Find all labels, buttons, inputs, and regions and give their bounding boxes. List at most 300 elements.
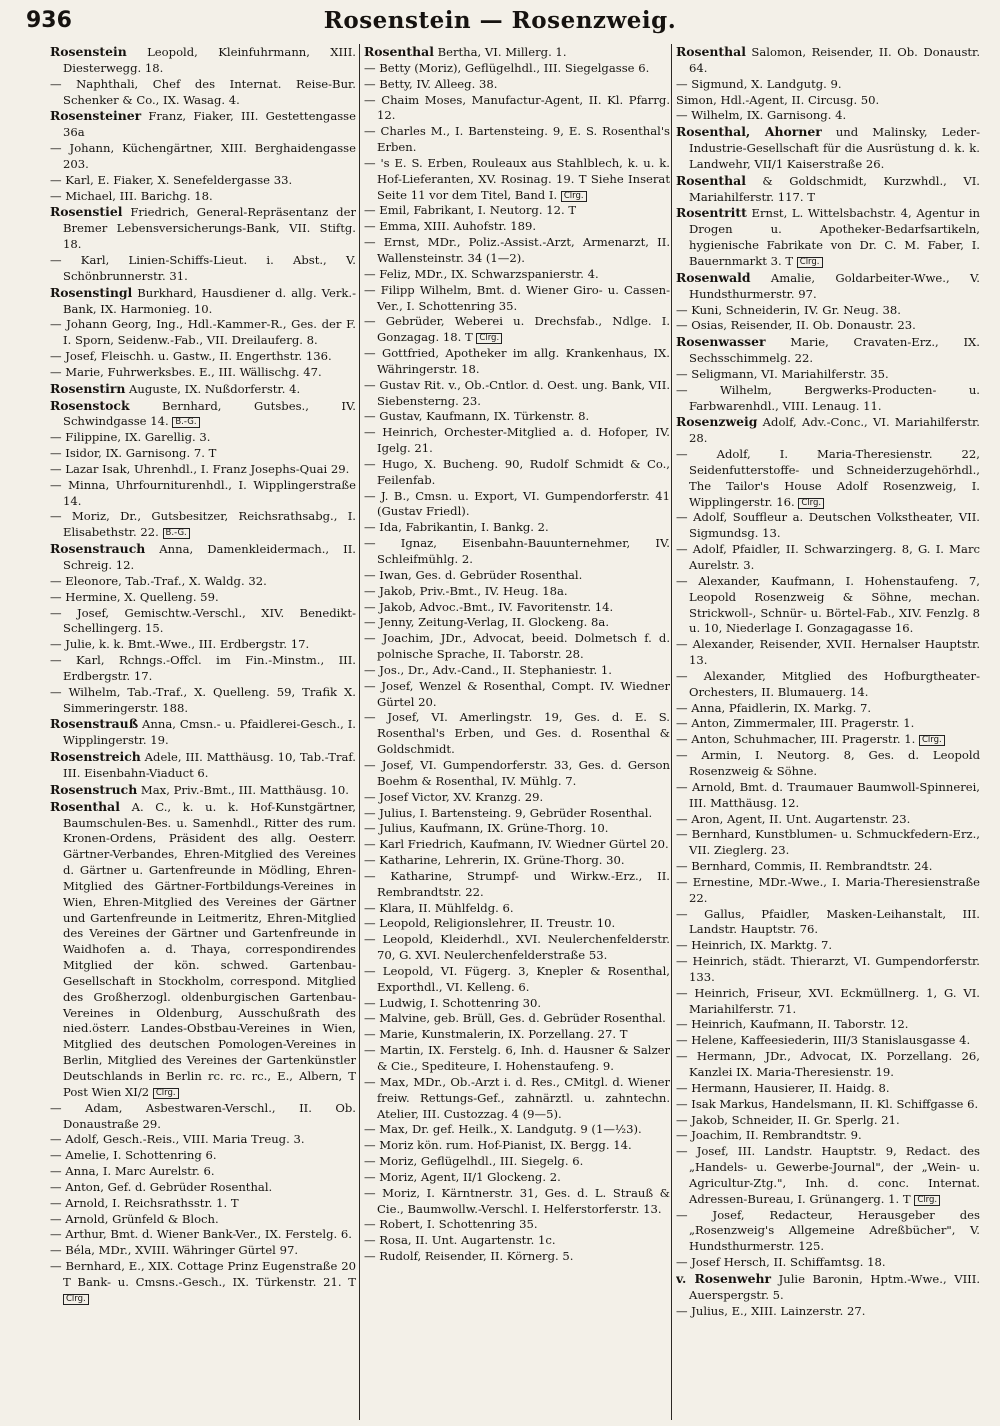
directory-entry (364, 1043, 670, 1075)
directory-entry (364, 1186, 670, 1218)
directory-entry (676, 1271, 980, 1304)
directory-entry (364, 821, 670, 837)
entry-text: — Max, Dr. gef. Heilk., X. Landgutg. 9 (1—½3). (364, 1122, 642, 1137)
column-left (50, 44, 356, 1420)
entry-text: — Anton, Gef. d. Gebrüder Rosenthal. (50, 1179, 273, 1194)
directory-entry (364, 520, 670, 536)
directory-entry (676, 1113, 980, 1129)
entry-text: Bernhard, Gutsbes., IV. Schwindgasse 14. (63, 398, 356, 429)
directory-entry (676, 447, 980, 510)
entry-text: — Ludwig, I. Schottenring 30. (364, 995, 542, 1010)
entry-text: — Adolf, Pfaidler, II. Schwarzingerg. 8, G. I. Marc Aurelstr. 3. (676, 542, 980, 572)
directory-entry (676, 1033, 980, 1049)
entry-surname: Rosenstrauch (50, 541, 146, 557)
directory-entry (50, 541, 356, 574)
directory-entry (50, 285, 356, 318)
directory-entry (364, 156, 670, 204)
entry-text: Adele, III. Matthäusg. 10, Tab.-Traf. III. Eisenbahn-Viaduct 6. (63, 750, 356, 780)
entry-text: — Lazar Isak, Uhrenhdl., I. Franz Josephs-Quai 29. (50, 461, 350, 476)
entry-text: — Bernhard, Commis, II. Rembrandtstr. 24. (676, 859, 933, 874)
directory-entry (50, 1243, 356, 1259)
entry-text: — Karl Friedrich, Kaufmann, IV. Wiedner Gürtel 20. (364, 837, 669, 852)
directory-entry (676, 93, 980, 109)
directory-entry (364, 1011, 670, 1027)
entry-text: Simon, Hdl.-Agent, II. Circusg. 50. (676, 92, 880, 107)
directory-entry (364, 314, 670, 346)
entry-text: — Michael, III. Barichg. 18. (50, 188, 213, 203)
entry-text: Auguste, IX. Nußdorferstr. 4. (125, 381, 301, 396)
entry-text: Bertha, VI. Millerg. 1. (433, 45, 567, 59)
directory-entry (50, 685, 356, 717)
entry-text: — Wilhelm, Bergwerks-Producten- u. Farbwarenhdl., VIII. Lenaug. 11. (676, 382, 980, 413)
entry-surname: Rosenstingl (50, 284, 133, 300)
directory-entry (364, 457, 670, 489)
directory-entry (676, 827, 980, 859)
directory-entry (50, 398, 356, 431)
entry-text: — Leopold, Kleiderhdl., XVI. Neulerchenfelderstr. 70, G. XVI. Neulerchenfelderstraße 53. (364, 932, 670, 963)
directory-entry (364, 425, 670, 457)
directory-entry (676, 383, 980, 415)
entry-surname: Rosenthal (364, 44, 434, 59)
directory-entry (50, 637, 356, 653)
entry-text: — Alexander, Reisender, XVII. Hernalser Hauptstr. 13. (676, 637, 980, 668)
directory-entry (676, 938, 980, 954)
directory-entry (50, 446, 356, 462)
directory-entry (676, 732, 980, 748)
directory-entry (50, 1180, 356, 1196)
entry-text: — Julius, I. Bartensteing. 9, Gebrüder Rosenthal. (364, 805, 653, 820)
directory-entry (50, 1132, 356, 1148)
directory-entry (676, 1208, 980, 1256)
entry-text: — Karl, Rchngs.-Offcl. im Fin.-Minstm., III. Erdbergstr. 17. (50, 653, 356, 683)
entry-text: — Moriz, Geflügelhdl., III. Siegelg. 6. (364, 1154, 584, 1169)
directory-entry (50, 1259, 356, 1307)
entry-text: A. C., k. u. k. Hof-Kunstgärtner, Baumschulen-Bes. u. Samenhdl., Ritter des rum. Kronen-Ordens, Präsident des allg. Oesterr. Gärtner-Verbandes, Ehren-Mitglied des Vereines d. Gärtner u. Gartenfreunde in Mödling, Ehren-Mitglied des Gärtner-Fortbildungs-Vereines in Wien, Ehren-Mitglied des Vereines der Gärtner und Gartenfreunde in Leitmeritz, Ehren-Mitglied des Vereines der Gärtner und Gartenfreunde in Waidhofen a. d. Thaya, correspondirendes Mitglied der kön. schwed. Gartenbau-Gesellschaft in Stockholm, correspond. Mitglied des Großherzogl. oldenburgischen Gartenbau-Vereines in Oldenburg, Ausschußrath des nied.österr. Landes-Obstbau-Vereines in Wien, Mitglied des deutschen Pomologen-Vereines in Berlin, Mitglied des Vereines der Gartenkünstler Deutschlands in Berlin rc. rc. rc., E., Albern, T Post Wien XI/2 (63, 799, 356, 1099)
entry-text: — Chaim Moses, Manufactur-Agent, II. Kl. Pfarrg. 12. (364, 92, 670, 123)
entry-text: Burkhard, Hausdiener d. allg. Verk.-Bank, IX. Harmonieg. 10. (63, 285, 356, 316)
entry-text: — Julius, E., XIII. Lainzerstr. 27. (676, 1303, 866, 1318)
directory-entry (50, 317, 356, 349)
directory-entry (364, 837, 670, 853)
directory-entry (364, 346, 670, 378)
entry-boxed-mark: Clrg. (63, 1294, 89, 1305)
directory-entry (50, 349, 356, 365)
entry-text: — Leopold, VI. Fügerg. 3, Knepler & Rosenthal, Exporthdl., VI. Kelleng. 6. (364, 963, 670, 994)
directory-entry (364, 758, 670, 790)
entry-text: — Moriz, Agent, II/1 Glockeng. 2. (364, 1169, 561, 1184)
entry-text: — Osias, Reisender, II. Ob. Donaustr. 23. (676, 318, 916, 333)
entry-boxed-mark: Clrg. (919, 735, 945, 746)
directory-entry (676, 367, 980, 383)
directory-entry (676, 986, 980, 1018)
entry-text: — Josef, VI. Gumpendorferstr. 33, Ges. d. Gerson Boehm & Rosenthal, IV. Mühlg. 7. (364, 757, 670, 788)
directory-entry (676, 124, 980, 173)
directory-entry (50, 141, 356, 173)
directory-entry (676, 1304, 980, 1320)
entry-text: — Ida, Fabrikantin, I. Bankg. 2. (364, 520, 549, 535)
entry-text: — Emil, Fabrikant, I. Neutorg. 12. T (364, 203, 577, 218)
directory-entry (364, 77, 670, 93)
directory-entry (364, 489, 670, 521)
directory-entry (50, 1164, 356, 1180)
directory-entry (676, 318, 980, 334)
entry-text: — Béla, MDr., XVIII. Währinger Gürtel 97. (50, 1243, 299, 1258)
directory-entry (676, 77, 980, 93)
entry-text: — Charles M., I. Bartensteing. 9, E. S. Rosenthal's Erben. (364, 124, 670, 155)
entry-boxed-mark: Clrg. (476, 333, 502, 344)
directory-entry (364, 235, 670, 267)
entry-text: — Adolf, Gesch.-Reis., VIII. Maria Treug. 3. (50, 1132, 305, 1147)
entry-text: — Malvine, geb. Brüll, Ges. d. Gebrüder Rosenthal. (364, 1011, 666, 1026)
entry-surname: Rosensteiner (50, 108, 142, 124)
entry-text: — Emma, XIII. Auhofstr. 189. (364, 219, 537, 234)
entry-text: — Iwan, Ges. d. Gebrüder Rosenthal. (364, 567, 583, 582)
directory-entry (676, 1017, 980, 1033)
directory-entry (676, 875, 980, 907)
directory-entry (50, 77, 356, 109)
entry-text: — Armin, I. Neutorg. 8, Ges. d. Leopold Rosenzweig & Söhne. (676, 748, 980, 778)
directory-entry (50, 462, 356, 478)
column-divider (671, 44, 672, 1420)
entry-text: — Arthur, Bmt. d. Wiener Bank-Ver., IX. Ferstelg. 6. (50, 1227, 352, 1242)
directory-entry (676, 669, 980, 701)
entry-text: — Moriz kön. rum. Hof-Pianist, IX. Bergg. 14. (364, 1138, 632, 1153)
directory-entry (364, 409, 670, 425)
entry-text: — Hugo, X. Bucheng. 90, Rudolf Schmidt & Co., Feilenfab. (364, 456, 670, 487)
entry-text: — Ernst, MDr., Poliz.-Assist.-Arzt, Armenarzt, II. Wallensteinstr. 34 (1—2). (364, 235, 670, 265)
directory-entry (676, 1128, 980, 1144)
entry-text: — Moriz, Dr., Gutsbesitzer, Reichsrathsabg., I. Elisabethstr. 22. (50, 509, 356, 540)
entry-text: — Isidor, IX. Garnisong. 7. T (50, 446, 217, 461)
directory-entry (50, 204, 356, 253)
directory-entry (364, 790, 670, 806)
directory-entry (364, 61, 670, 77)
directory-entry (676, 1097, 980, 1113)
directory-entry (364, 1075, 670, 1123)
entry-text: — Jenny, Zeitung-Verlag, II. Glockeng. 8a. (364, 615, 610, 630)
directory-entry (364, 1170, 670, 1186)
entry-text: — Johann, Küchengärtner, XIII. Berghaidengasse 203. (50, 141, 356, 171)
entry-surname: Rosenzweig (676, 414, 758, 430)
directory-entry (50, 1148, 356, 1164)
directory-entry (364, 932, 670, 964)
directory-entry (676, 574, 980, 637)
entry-text: — Klara, II. Mühlfeldg. 6. (364, 900, 514, 915)
directory-entry (364, 536, 670, 568)
entry-text: — Bernhard, E., XIX. Cottage Prinz Eugenstraße 20 T Bank- u. Cmsns.-Gesch., IX. Türkenstr. 21. T (50, 1259, 356, 1289)
directory-entry (364, 964, 670, 996)
directory-entry (364, 679, 670, 711)
directory-entry (676, 510, 980, 542)
entry-text: — Jakob, Priv.-Bmt., IV. Heug. 18a. (364, 583, 568, 598)
directory-entry (364, 996, 670, 1012)
directory-entry (676, 954, 980, 986)
entry-text: — Hermann, Hausierer, II. Haidg. 8. (676, 1080, 890, 1095)
directory-entry (364, 1233, 670, 1249)
entry-text: — Katharine, Lehrerin, IX. Grüne-Thorg. 30. (364, 853, 625, 868)
entry-surname: Rosentritt (676, 205, 747, 221)
directory-entry (676, 1049, 980, 1081)
directory-entry (50, 1227, 356, 1243)
entry-text: — Naphthali, Chef des Internat. Reise-Bur. Schenker & Co., IX. Wasag. 4. (50, 76, 356, 107)
directory-entry (364, 901, 670, 917)
entry-text: — Karl, Linien-Schiffs-Lieut. i. Abst., V. Schönbrunnerstr. 31. (50, 252, 356, 283)
entry-text: — Adolf, I. Maria-Theresienstr. 22, Seidenfutterstoffe- und Schneiderzugehörhdl., The Tailor's House Adolf Rosenzweig, I. Wipplingerstr. 16. (676, 447, 980, 509)
directory-entry (364, 600, 670, 616)
entry-text: — Anna, I. Marc Aurelstr. 6. (50, 1164, 215, 1179)
entry-text: — Ernestine, MDr.-Wwe., I. Maria-Theresienstraße 22. (676, 874, 980, 905)
directory-entry (50, 590, 356, 606)
entry-surname: Rosenstein (50, 44, 127, 59)
directory-entry (364, 869, 670, 901)
entry-text: — Johann Georg, Ing., Hdl.-Kammer-R., Ges. der F. I. Sporn, Seidenw.-Fab., VII. Dreilauferg. 8. (50, 317, 356, 348)
column-right (676, 44, 980, 1420)
entry-text: — Anton, Schuhmacher, III. Pragerstr. 1. (676, 732, 916, 747)
directory-entry (676, 108, 980, 124)
entry-text: Julie Baronin, Hptm.-Wwe., VIII. Auerspergstr. 5. (689, 1271, 980, 1302)
entry-text: — Heinrich, städt. Thierarzt, VI. Gumpendorferstr. 133. (676, 954, 980, 984)
entry-text: Franz, Fiaker, III. Gestettengasse 36a (63, 109, 356, 140)
directory-entry (676, 542, 980, 574)
entry-surname: Rosenthal (50, 798, 120, 814)
directory-entry (364, 584, 670, 600)
page-header (0, 0, 1000, 40)
entry-boxed-mark: Clrg. (153, 1088, 179, 1099)
entry-text: — Josef, Wenzel & Rosenthal, Compt. IV. Wiedner Gürtel 20. (364, 678, 670, 709)
entry-text: — Gottfried, Apotheker im allg. Krankenhaus, IX. Währingerstr. 18. (364, 346, 670, 376)
directory-entry (676, 701, 980, 717)
directory-entry (676, 173, 980, 206)
entry-text: — Marie, Kunstmalerin, IX. Porzellang. 27. T (364, 1027, 628, 1042)
directory-entry (364, 44, 670, 61)
directory-entry (50, 799, 356, 1101)
entry-surname: Rosenstiel (50, 204, 123, 220)
entry-text: — Arnold, Bmt. d. Traumauer Baumwoll-Spinnerei, III. Matthäusg. 12. (676, 779, 980, 810)
entry-text: — Martin, IX. Ferstelg. 6, Inh. d. Hausner & Salzer & Cie., Spediteure, I. Hohenstaufeng. 9. (364, 1043, 670, 1073)
directory-entry (676, 907, 980, 939)
directory-entry (676, 270, 980, 303)
directory-entry (676, 303, 980, 319)
directory-entry (676, 1081, 980, 1097)
entry-text: Max, Priv.-Bmt., III. Matthäusg. 10. (137, 782, 349, 797)
entry-text: Friedrich, General-Repräsentanz der Bremer Lebensversicherungs-Bank, VII. Stiftg. 18. (63, 205, 356, 252)
entry-text: — Aron, Agent, II. Unt. Augartenstr. 23. (676, 811, 911, 826)
entry-text: und Malinsky, Leder-Industrie-Gesellschaft für die Ausrüstung d. k. k. Landwehr, VII/1 Kaiserstraße 26. (689, 125, 980, 171)
entry-text: — Josef Hersch, II. Schiffamtsg. 18. (676, 1255, 886, 1270)
entry-text: Anna, Damenkleidermach., II. Schreig. 12. (63, 542, 356, 572)
entry-text: — Jakob, Schneider, II. Gr. Sperlg. 21. (676, 1112, 900, 1127)
directory-entry (50, 381, 356, 398)
entry-text: Anna, Cmsn.- u. Pfaidlerei-Gesch., I. Wipplingerstr. 19. (63, 717, 356, 748)
entry-text: — Julius, Kaufmann, IX. Grüne-Thorg. 10. (364, 821, 609, 836)
entry-text: — Kuni, Schneiderin, IV. Gr. Neug. 38. (676, 302, 901, 317)
entry-text: — Eleonore, Tab.-Traf., X. Waldg. 32. (50, 573, 267, 588)
directory-entry (676, 637, 980, 669)
directory-entry (364, 267, 670, 283)
directory-entry (364, 1122, 670, 1138)
page-title: Rosenstein — Rosenzweig. (323, 7, 677, 34)
entry-surname: Rosenstruch (50, 781, 138, 797)
entry-text: — Jos., Dr., Adv.-Cand., II. Stephaniestr. 1. (364, 662, 612, 677)
entry-surname: Rosenthal (676, 44, 746, 59)
directory-entry (364, 219, 670, 235)
entry-text: — Anna, Pfaidlerin, IX. Markg. 7. (676, 700, 872, 715)
entry-text: Leopold, Kleinfuhrmann, XIII. Diesterwegg. 18. (63, 45, 356, 75)
directory-entry (676, 334, 980, 367)
directory-entry (50, 1101, 356, 1133)
column-divider (359, 44, 360, 1420)
entry-text: — Josef Victor, XV. Kranzg. 29. (364, 789, 544, 804)
entry-text: — Alexander, Mitglied des Hofburgtheater-Orchesters, II. Blumauerg. 14. (676, 668, 980, 699)
entry-text: — Josef, Fleischh. u. Gastw., II. Engerthstr. 136. (50, 349, 332, 364)
directory-entry (50, 782, 356, 799)
entry-text: — Alexander, Kaufmann, I. Hohenstaufeng. 7, Leopold Rosenzweig & Söhne, mechan. Strickwoll-, Schnür- u. Börtel-Fab., XIV. Fenzlg. 8 u. 10, Niederlage I. Gonzagagasse 16. (676, 573, 980, 636)
entry-text: — Betty, IV. Alleeg. 38. (364, 76, 498, 91)
directory-entry (50, 716, 356, 749)
directory-entry (364, 806, 670, 822)
entry-boxed-mark: Clrg. (561, 191, 587, 202)
entry-text: & Goldschmidt, Kurzwhdl., VI. Mariahilferstr. 117. T (689, 173, 980, 204)
directory-entry (364, 1138, 670, 1154)
entry-boxed-mark: B.-G. (163, 528, 190, 539)
directory-entry (676, 1255, 980, 1271)
directory-entry (364, 283, 670, 315)
entry-text: — Adam, Asbestwaren-Verschl., II. Ob. Donaustraße 29. (50, 1100, 356, 1131)
directory-entry (676, 716, 980, 732)
entry-text: Amalie, Goldarbeiter-Wwe., V. Hundsthurmerstr. 97. (689, 270, 980, 301)
entry-text: — Anton, Zimmermaler, III. Pragerstr. 1. (676, 716, 915, 731)
entry-boxed-mark: Clrg. (914, 1195, 940, 1206)
directory-entry (364, 916, 670, 932)
entry-text: — Minna, Uhrfourniturenhdl., I. Wipplingerstraße 14. (50, 477, 356, 508)
entry-text: — Filipp Wilhelm, Bmt. d. Wiener Giro- u. Cassen-Ver., I. Schottenring 35. (364, 282, 670, 313)
entry-text: — Adolf, Souffleur a. Deutschen Volkstheater, VII. Sigmundsg. 13. (676, 510, 980, 541)
directory-entry (364, 378, 670, 410)
entry-text: — Bernhard, Kunstblumen- u. Schmuckfedern-Erz., VII. Zieglerg. 23. (676, 827, 980, 858)
directory-entry (676, 780, 980, 812)
entry-text: — Arnold, I. Reichsrathsstr. 1. T (50, 1195, 239, 1210)
directory-entry (676, 859, 980, 875)
entry-text: — Moriz, I. Kärntnerstr. 31, Ges. d. L. Strauß & Cie., Baumwollw.-Verschl. I. Helferstorferstr. 13. (364, 1185, 670, 1216)
entry-text: — Joachim, II. Rembrandtstr. 9. (676, 1128, 862, 1143)
entry-text: — Heinrich, IX. Marktg. 7. (676, 938, 833, 953)
entry-text: — Sigmund, X. Landgutg. 9. (676, 76, 842, 91)
entry-surname: Rosenstirn (50, 380, 126, 396)
entry-surname: Rosenstrauß (50, 716, 139, 732)
entry-surname: Rosenstock (50, 397, 130, 413)
entry-text: — Karl, E. Fiaker, X. Senefeldergasse 33. (50, 172, 293, 187)
entry-text: — J. B., Cmsn. u. Export, VI. Gumpendorferstr. 41 (Gustav Friedl). (364, 488, 670, 519)
entry-text: — Betty (Moriz), Geflügelhdl., III. Siegelgasse 6. (364, 60, 650, 75)
entry-surname: Rosenwasser (676, 334, 766, 350)
entry-text: — Heinrich, Kaufmann, II. Taborstr. 12. (676, 1017, 909, 1032)
entry-text: — Feliz, MDr., IX. Schwarzspanierstr. 4. (364, 266, 599, 281)
entry-text: — Ignaz, Eisenbahn-Bauunternehmer, IV. Schleifmühlg. 2. (364, 536, 670, 566)
directory-entry (50, 365, 356, 381)
entry-text: — Helene, Kaffeesiederin, III/3 Stanislausgasse 4. (676, 1033, 971, 1048)
entry-text: — Gustav Rit. v., Ob.-Cntlor. d. Oest. ung. Bank, VII. Siebensterng. 23. (364, 377, 670, 408)
directory-entry (50, 509, 356, 541)
entry-text: — Wilhelm, Tab.-Traf., X. Quelleng. 59, Trafik X. Simmeringerstr. 188. (50, 684, 356, 715)
directory-entry (676, 205, 980, 269)
directory-entry (364, 615, 670, 631)
directory-entry (50, 253, 356, 285)
entry-text: — Hermann, JDr., Advocat, IX. Porzellang. 26, Kanzlei IX. Maria-Theresienstr. 19. (676, 1049, 980, 1079)
entry-text: — Hermine, X. Quelleng. 59. (50, 589, 219, 604)
directory-entry (676, 44, 980, 77)
directory-entry (364, 124, 670, 156)
directory-entry (364, 1154, 670, 1170)
entry-text: — Katharine, Strumpf- und Wirkw.-Erz., II. Rembrandtstr. 22. (364, 868, 670, 899)
entry-text: — Joachim, JDr., Advocat, beeid. Dolmetsch f. d. polnische Sprache, II. Taborstr. 28. (364, 631, 670, 662)
entry-text: — Josef, VI. Amerlingstr. 19, Ges. d. E. S. Rosenthal's Erben, und Ges. d. Rosenthal & Goldschmidt. (364, 710, 670, 757)
directory-entry (676, 414, 980, 447)
directory-entry (364, 1027, 670, 1043)
entry-boxed-mark: Clrg. (797, 257, 823, 268)
directory-entry (50, 44, 356, 77)
entry-text: — Josef, III. Landstr. Hauptstr. 9, Redact. des „Handels- u. Gewerbe-Journal", der „Wein- u. Agricultur-Ztg.", Inh. d. conc. Internat. Adressen-Bureau, I. Grünangerg. 1. T (676, 1144, 980, 1206)
entry-text: — Rudolf, Reisender, II. Körnerg. 5. (364, 1249, 574, 1264)
directory-entry (364, 1249, 670, 1265)
entry-text: — Josef, Gemischtw.-Verschl., XIV. Benedikt-Schellingerg. 15. (50, 605, 356, 636)
entry-text: — 's E. S. Erben, Rouleaux aus Stahlblech, k. u. k. Hof-Lieferanten, XV. Rosinag. 19. T Siehe Inserat Seite 11 vor dem Titel, Band I. (364, 155, 670, 202)
entry-text: — Robert, I. Schottenring 35. (364, 1217, 538, 1232)
directory-entry (50, 108, 356, 141)
entry-surname: Rosenwald (676, 269, 751, 285)
directory-entry (50, 173, 356, 189)
directory-entry (364, 1217, 670, 1233)
entry-text: — Marie, Fuhrwerksbes. E., III. Wällischg. 47. (50, 364, 322, 379)
directory-entry (50, 430, 356, 446)
entry-surname: Rosenstreich (50, 749, 141, 765)
page-number: 936 (26, 8, 72, 33)
entry-surname: Rosenthal, Ahorner (676, 124, 822, 140)
directory-entry (50, 1196, 356, 1212)
entry-text: — Rosa, II. Unt. Augartenstr. 1c. (364, 1233, 556, 1248)
entry-text: — Heinrich, Orchester-Mitglied a. d. Hofoper, IV. Igelg. 21. (364, 425, 670, 456)
directory-entry (676, 1144, 980, 1207)
directory-entry (364, 568, 670, 584)
entry-text: Ernst, L. Wittelsbachstr. 4, Agentur in Drogen u. Apotheker-Bedarfsartikeln, hygienische Fabrikate von Dr. C. M. Faber, I. Bauernmarkt 3. T (689, 206, 980, 268)
entry-text: — Heinrich, Friseur, XVI. Eckmüllnerg. 1, G. VI. Mariahilferstr. 71. (676, 985, 980, 1016)
entry-surname: Rosenthal (676, 172, 746, 188)
directory-entry (50, 1212, 356, 1228)
column-middle (364, 44, 670, 1420)
entry-surname: v. Rosenwehr (676, 1270, 771, 1286)
entry-text: — Leopold, Religionslehrer, II. Treustr. 10. (364, 916, 616, 931)
directory-entry (364, 631, 670, 663)
directory-entry (364, 853, 670, 869)
directory-entry (50, 189, 356, 205)
directory-entry (676, 812, 980, 828)
entry-text: Salomon, Reisender, II. Ob. Donaustr. 64. (689, 45, 980, 75)
directory-entry (364, 203, 670, 219)
entry-text: — Julie, k. k. Bmt.-Wwe., III. Erdbergstr. 17. (50, 637, 310, 652)
directory-entry (50, 606, 356, 638)
entry-text: — Wilhelm, IX. Garnisong. 4. (676, 108, 847, 123)
entry-text: — Max, MDr., Ob.-Arzt i. d. Res., CMitgl. d. Wiener freiw. Rettungs-Gef., zahnärztl. u. zahntechn. Atelier, III. Custozzag. 4 (9—5). (364, 1074, 670, 1121)
entry-text: — Gustav, Kaufmann, IX. Türkenstr. 8. (364, 409, 590, 424)
directory-entry (50, 749, 356, 782)
entry-text: — Gebrüder, Weberei u. Drechsfab., Ndlge. I. Gonzagag. 18. T (364, 314, 670, 345)
directory-entry (364, 710, 670, 758)
entry-text: — Seligmann, VI. Mariahilferstr. 35. (676, 366, 889, 381)
entry-text: — Filippine, IX. Garellig. 3. (50, 430, 211, 445)
entry-text: — Jakob, Advoc.-Bmt., IV. Favoritenstr. 14. (364, 599, 614, 614)
entry-text: — Gallus, Pfaidler, Masken-Leihanstalt, III. Landstr. Hauptstr. 76. (676, 906, 980, 937)
directory-entry (50, 574, 356, 590)
entry-boxed-mark: B.-G. (172, 417, 199, 428)
